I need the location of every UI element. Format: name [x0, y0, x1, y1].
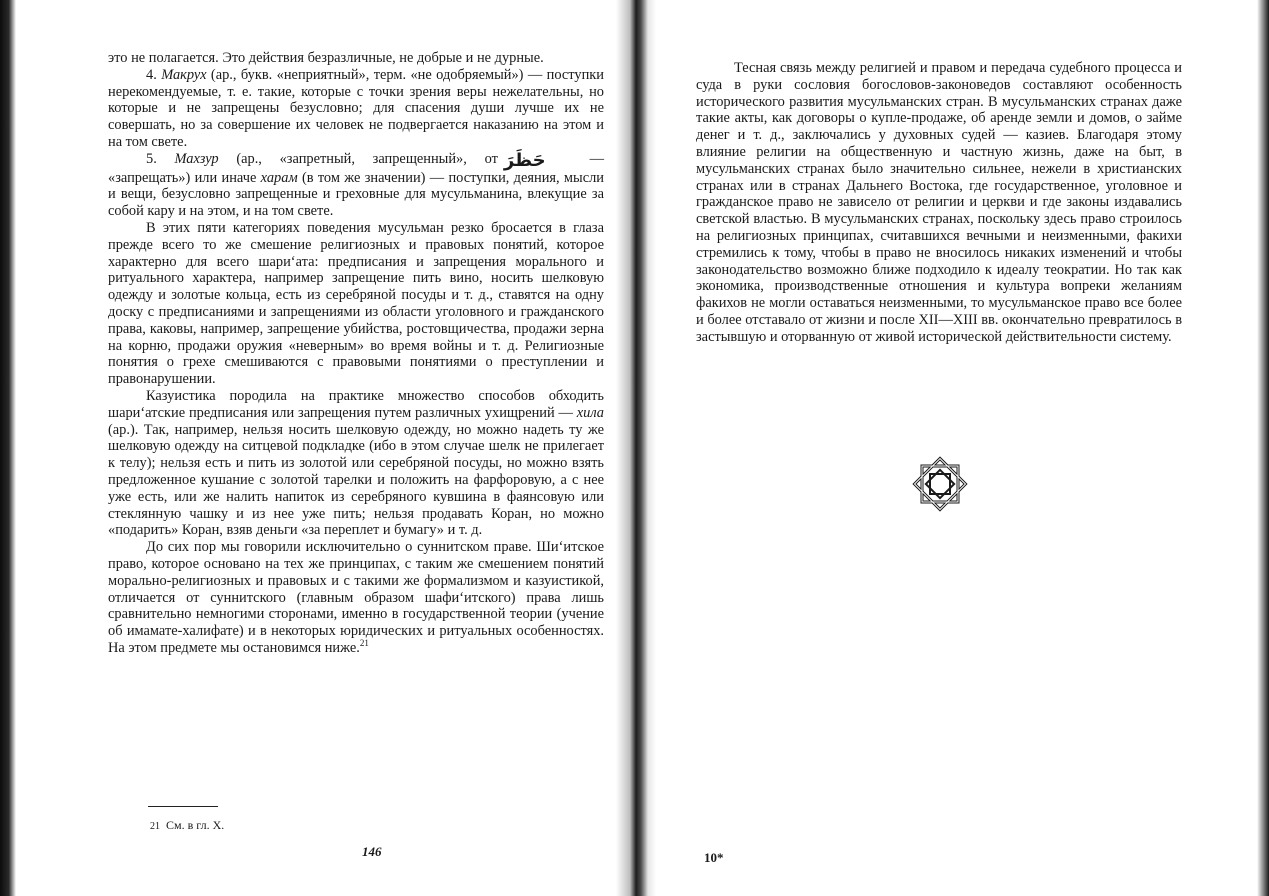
paragraph-categories: В этих пяти категориях поведения мусульман резко бросается в глаза прежде всего то же смешение религиозных и правовых понятий, которое характерно для всего шариʻата: предписания и запрещения морального и ритуального характера, например запрещение пить вино, носить шелковую одежду и золотые кольца, есть из серебряной посуды и т. д., ставятся на одну доску с предписаниями и запрещениями из области уголовного и гражданского права, каковы, например, запрещение убийства, ростовщичества, продажи зерна на корню, продажи оружия «неверным» во время войны и т. д. Религиозные понятия о грехе смешиваются с правовыми понятиями о преступлении и правонарушении.: [108, 219, 604, 388]
arabic-word: حَظَرَ: [503, 149, 546, 171]
paragraph-casuistry: Казуистика породила на практике множество способов обходить шариʻатские предписания или запрещения путем различных ухищрений — хила (ар.). Так, например, нельзя носить шелковую одежду, но можно надеть ту же шелковую одежду на ситцевой подкладке (ибо в этом случае шелк не прилегает к телу); нельзя есть и пить из золотой или серебряной посуды, но можно взять предложенное кушание с золотой тарелки и положить на фарфоровую, а с нее уже есть, или же налить напиток из серебряного кувшина в фаянсовую или стеклянную чашку и из нее уже пить; нельзя продавать Коран, но можно «подарить» Коран, взяв деньги «за переплет и бумагу» и т. д.: [108, 387, 604, 539]
left-page: [108, 50, 604, 859]
page-number: 146: [362, 844, 382, 859]
footnote-reference: 21: [359, 637, 369, 648]
item5-term2: харам: [260, 169, 298, 186]
right-page-body: [696, 60, 1182, 346]
footnote-number: 21: [150, 821, 160, 832]
footnote-text: См. в гл. X.: [166, 818, 225, 832]
item5-term: Махзур: [174, 150, 219, 167]
eight-point-star-ornament-icon: [908, 452, 972, 516]
page-edge-shadow-left: [0, 0, 16, 896]
item5-before-arabic: (ар., «запретный, запрещенный», от: [236, 150, 498, 167]
italic-term: Макрух: [161, 66, 207, 83]
paragraph-makruh: 4. Макрух (ар., букв. «неприятный», терм. «не одобряемый») — поступки нерекомендуемые, т. е. такие, которые с точки зрения веры нежелательны, но которые и не запрещены безусловно; для спасения души лучше их не совершать, но за совершение их человек не подвергается наказанию на этом и на том свете.: [108, 66, 604, 150]
paragraph-shiite-law: До сих пор мы говорили исключительно о суннитском праве. Шиʻитское право, которое основано на тех же принципах, с таким же смешением понятий морально-религиозных и правовых и с такими же формализмом и казуистикой, отличается от суннитского (главным образом шафиʻитского) права лишь сравнительно немногими сторонами, именно в государственной теории (учение об имамате-халифате) и в некоторых юридических и ритуальных особенностях. На этом предмете мы остановимся ниже.$^{21}$: [108, 539, 604, 656]
right-page: [696, 60, 1182, 865]
signature-mark: 10*: [704, 850, 724, 865]
item5-after-arabic: — «запрещать») или иначе: [108, 150, 604, 186]
italic-term: хила: [576, 404, 604, 421]
footnote-divider: [148, 806, 218, 807]
page-edge-shadow-right: [1257, 0, 1269, 896]
item5-number: 5.: [146, 150, 157, 167]
item5-rest: (в том же значении) — поступки, деяния, мысли и вещи, безусловно запрещенные и греховные для мусульманина, влекущие за собой кару и на этом, и на том свете.: [108, 169, 604, 220]
footnote: [150, 818, 224, 834]
paragraph-mahzur: [108, 151, 604, 220]
left-page-body: [108, 50, 604, 657]
paragraph-continuation: это не полагается. Это действия безразличные, не добрые и не дурные.: [108, 50, 544, 66]
paragraph-religion-and-law: Тесная связь между религией и правом и передача судебного процесса и суда в руки сословия богословов-законоведов составляют особенность исторического развития мусульманских стран. В мусульманских странах даже такие акты, как договоры о купле-продаже, об аренде земли и домов, о займе денег и т. д., заключались у духовных судей — казиев. Благодаря этому влияние религии на общественную и частную жизнь, даже на быт, в мусульманских странах было значительно сильнее, нежели в христианских странах или в странах Дальнего Востока, где государственное, уголовное и гражданское право не зависело от религии и церкви и где законы издавались светской властью. В мусульманских странах, поскольку здесь право строилось на религиозных принципах, считавшихся вечными и неизменными, факихи стремились к тому, чтобы в право не вносилось никаких изменений и чтобы законодательство возможно ближе подходило к идеалу теократии. Но так как экономика, производственные отношения и культура вопреки желаниям факихов не могли оставаться неизменными, то мусульманское право все более и более отставало от жизни и после XII—XIII вв. окончательно превратилось в застывшую и оторванную от живой исторической действительности систему.: [696, 60, 1182, 345]
book-gutter: [616, 0, 656, 896]
